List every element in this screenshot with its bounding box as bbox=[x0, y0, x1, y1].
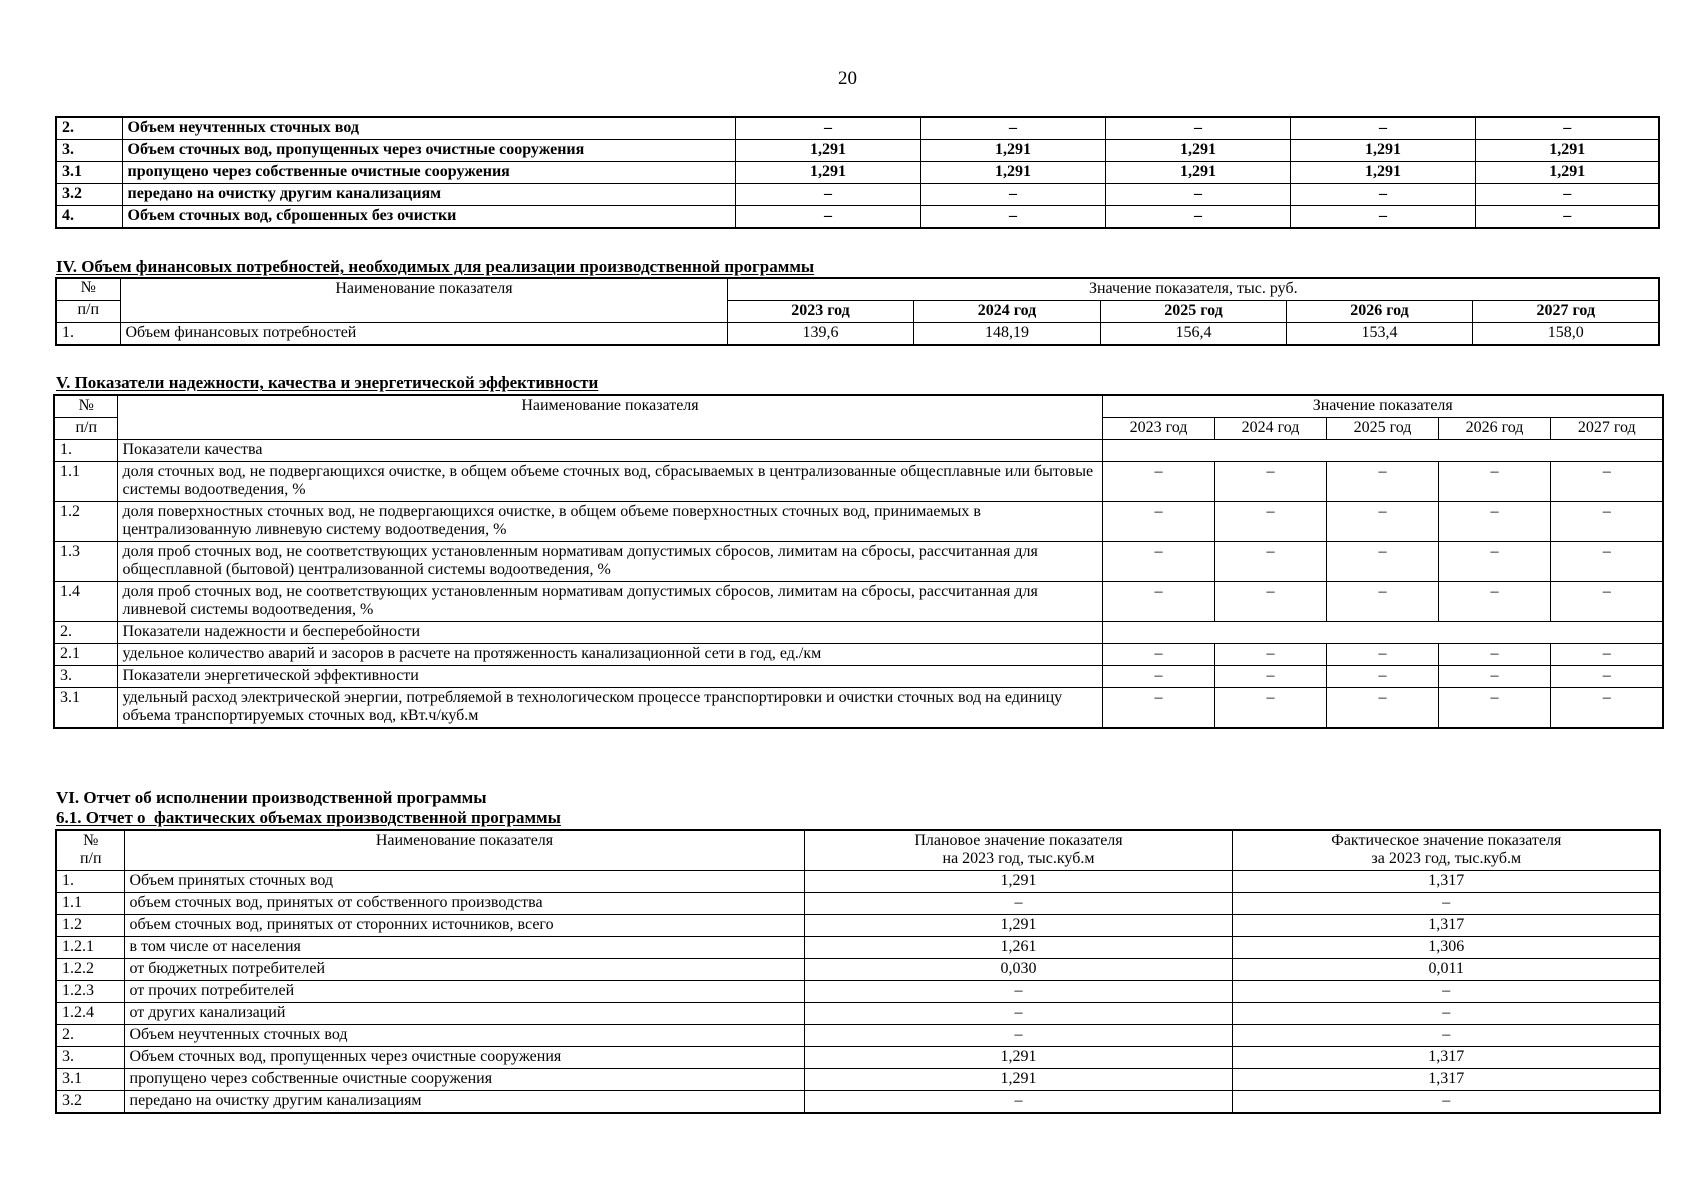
table-row bbox=[56, 981, 1660, 1003]
table-row bbox=[56, 1069, 1660, 1091]
row-value: – bbox=[1214, 688, 1326, 729]
row-name: объем сточных вод, принятых от сторонних источников, всего bbox=[124, 915, 804, 937]
row-value: – bbox=[920, 206, 1105, 229]
row-number: 1.2 bbox=[56, 915, 124, 937]
s6-col-no-line2: п/п bbox=[79, 850, 102, 867]
table-row bbox=[54, 622, 1663, 644]
row-number: 1.2 bbox=[54, 502, 117, 542]
row-number: 1.2.2 bbox=[56, 959, 124, 981]
row-value: 1,291 bbox=[1475, 140, 1659, 162]
row-number: 3.1 bbox=[56, 162, 122, 184]
row-value: – bbox=[1105, 206, 1290, 229]
row-plan-value: 1,261 bbox=[804, 937, 1232, 959]
row-empty-values bbox=[1102, 440, 1663, 462]
row-value: – bbox=[1438, 542, 1550, 582]
row-fact-value: – bbox=[1232, 1003, 1660, 1025]
row-number: 1.2.1 bbox=[56, 937, 124, 959]
row-value: – bbox=[1438, 502, 1550, 542]
table-row bbox=[56, 1025, 1660, 1047]
table-row bbox=[54, 582, 1663, 622]
row-value: – bbox=[735, 206, 920, 229]
table-row bbox=[56, 915, 1660, 937]
section-6-subtitle: 6.1. Отчет о фактических объемах производственной программы bbox=[56, 808, 561, 827]
year-header: 2027 год bbox=[1472, 301, 1659, 323]
row-name: Показатели качества bbox=[117, 440, 1102, 462]
row-name: доля поверхностных сточных вод, не подвергающихся очистке, в общем объеме поверхностных сточных вод, принимаемых в централизованную ливневую систему водоотведения, % bbox=[117, 502, 1102, 542]
year-header: 2026 год bbox=[1286, 301, 1472, 323]
row-number: 1.4 bbox=[54, 582, 117, 622]
row-name: от прочих потребителей bbox=[124, 981, 804, 1003]
row-plan-value: 1,291 bbox=[804, 1069, 1232, 1091]
year-header: 2024 год bbox=[1214, 418, 1326, 440]
row-plan-value: – bbox=[804, 1003, 1232, 1025]
row-value: – bbox=[1214, 502, 1326, 542]
reliability-table bbox=[53, 394, 1664, 729]
table-row bbox=[56, 323, 1659, 346]
year-header: 2023 год bbox=[1102, 418, 1214, 440]
row-name: от бюджетных потребителей bbox=[124, 959, 804, 981]
row-number: 2. bbox=[56, 117, 122, 140]
row-number: 1.1 bbox=[56, 893, 124, 915]
s6-col-no-header bbox=[56, 830, 124, 871]
row-name: Объем финансовых потребностей bbox=[120, 323, 727, 346]
row-number: 1. bbox=[56, 871, 124, 893]
row-value: – bbox=[1550, 666, 1663, 688]
row-plan-value: 0,030 bbox=[804, 959, 1232, 981]
financial-table-body bbox=[56, 323, 1659, 346]
row-name: Показатели надежности и бесперебойности bbox=[117, 622, 1102, 644]
row-name: Объем сточных вод, пропущенных через очистные сооружения bbox=[124, 1047, 804, 1069]
table-row bbox=[54, 502, 1663, 542]
row-value: 139,6 bbox=[727, 323, 913, 346]
table-row bbox=[56, 1003, 1660, 1025]
row-value: – bbox=[1290, 184, 1475, 206]
row-value: 1,291 bbox=[735, 162, 920, 184]
table-row bbox=[54, 462, 1663, 502]
row-value: – bbox=[1102, 542, 1214, 582]
row-value: – bbox=[1550, 688, 1663, 729]
row-number: 3.2 bbox=[56, 1091, 124, 1114]
row-plan-value: – bbox=[804, 1025, 1232, 1047]
row-name: доля проб сточных вод, не соответствующих установленным нормативам допустимых сбросов, лимитам на сбросы, рассчитанная для ливневой системы водоотведения, % bbox=[117, 582, 1102, 622]
row-number: 3. bbox=[56, 140, 122, 162]
row-number: 3.1 bbox=[56, 1069, 124, 1091]
row-name: удельный расход электрической энергии, потребляемой в технологическом процессе транспортировки и очистки сточных вод на единицу объема транспортируемых сточных вод, кВт.ч/куб.м bbox=[117, 688, 1102, 729]
row-value: – bbox=[1475, 206, 1659, 229]
row-value: – bbox=[1102, 502, 1214, 542]
table-row bbox=[56, 184, 1659, 206]
row-value: 1,291 bbox=[1290, 140, 1475, 162]
col-name-header: Наименование показателя bbox=[120, 278, 727, 323]
year-header: 2023 год bbox=[727, 301, 913, 323]
row-value: – bbox=[1438, 582, 1550, 622]
row-number: 3.2 bbox=[56, 184, 122, 206]
s5-col-name-header: Наименование показателя bbox=[117, 395, 1102, 440]
row-fact-value: 1,317 bbox=[1232, 1069, 1660, 1091]
table-row bbox=[56, 959, 1660, 981]
row-name: Объем неучтенных сточных вод bbox=[122, 117, 735, 140]
row-value: – bbox=[1550, 542, 1663, 582]
row-fact-value: 1,317 bbox=[1232, 871, 1660, 893]
row-fact-value: 0,011 bbox=[1232, 959, 1660, 981]
table-row bbox=[56, 162, 1659, 184]
table-row bbox=[56, 117, 1659, 140]
financial-needs-table bbox=[55, 277, 1660, 346]
row-fact-value: – bbox=[1232, 981, 1660, 1003]
s6-col-fact-line2: за 2023 год, тыс.куб.м bbox=[1371, 850, 1522, 867]
section-6-title: VI. Отчет об исполнении производственной программы bbox=[56, 788, 487, 807]
s6-col-no-line1: № bbox=[83, 832, 99, 849]
row-value: – bbox=[1214, 666, 1326, 688]
table-row bbox=[54, 542, 1663, 582]
row-number: 1. bbox=[56, 323, 120, 346]
row-value: – bbox=[1214, 542, 1326, 582]
row-value: 153,4 bbox=[1286, 323, 1472, 346]
row-value: – bbox=[920, 117, 1105, 140]
row-value: 1,291 bbox=[920, 140, 1105, 162]
s6-col-plan-line1: Плановое значение показателя bbox=[914, 832, 1123, 849]
row-name: удельное количество аварий и засоров в расчете на протяженность канализационной сети в год, ед./км bbox=[117, 644, 1102, 666]
table-row bbox=[54, 666, 1663, 688]
row-fact-value: – bbox=[1232, 1025, 1660, 1047]
row-value: – bbox=[1102, 666, 1214, 688]
row-value: – bbox=[920, 184, 1105, 206]
year-header: 2027 год bbox=[1550, 418, 1663, 440]
row-fact-value: 1,306 bbox=[1232, 937, 1660, 959]
row-value: – bbox=[1438, 666, 1550, 688]
actual-table-body bbox=[56, 871, 1660, 1114]
row-value: – bbox=[1290, 117, 1475, 140]
row-empty-values bbox=[1102, 622, 1663, 644]
row-value: 1,291 bbox=[920, 162, 1105, 184]
row-value: – bbox=[1105, 184, 1290, 206]
col-no-header bbox=[56, 278, 120, 301]
row-value: – bbox=[1475, 117, 1659, 140]
section-5-title: V. Показатели надежности, качества и энергетической эффективности bbox=[56, 373, 599, 392]
row-name: Показатели энергетической эффективности bbox=[117, 666, 1102, 688]
row-value: 156,4 bbox=[1100, 323, 1286, 346]
table-row bbox=[56, 937, 1660, 959]
s6-col-fact-header bbox=[1232, 830, 1660, 871]
row-number: 1. bbox=[54, 440, 117, 462]
row-number: 1.2.4 bbox=[56, 1003, 124, 1025]
s6-col-fact-line1: Фактическое значение показателя bbox=[1331, 832, 1562, 849]
row-name: Объем принятых сточных вод bbox=[124, 871, 804, 893]
row-fact-value: – bbox=[1232, 1091, 1660, 1114]
col-no-line1: № bbox=[80, 279, 96, 296]
reliability-table-body bbox=[54, 440, 1663, 729]
year-header: 2024 год bbox=[913, 301, 1100, 323]
row-value: – bbox=[1102, 688, 1214, 729]
s5-col-no-header-2: п/п bbox=[54, 418, 117, 440]
row-name: пропущено через собственные очистные сооружения bbox=[122, 162, 735, 184]
s5-col-value-header: Значение показателя bbox=[1102, 395, 1663, 418]
row-name: доля сточных вод, не подвергающихся очистке, в общем объеме сточных вод, сбрасываемых в централизованные общесплавные или бытовые системы водоотведения, % bbox=[117, 462, 1102, 502]
row-value: – bbox=[735, 117, 920, 140]
row-value: – bbox=[1102, 644, 1214, 666]
year-header: 2026 год bbox=[1438, 418, 1550, 440]
year-header: 2025 год bbox=[1326, 418, 1438, 440]
row-name: Объем сточных вод, пропущенных через очистные сооружения bbox=[122, 140, 735, 162]
row-name: Объем неучтенных сточных вод bbox=[124, 1025, 804, 1047]
page-number: 20 bbox=[838, 68, 857, 89]
row-value: 1,291 bbox=[1475, 162, 1659, 184]
row-value: – bbox=[1550, 462, 1663, 502]
row-number: 3. bbox=[56, 1047, 124, 1069]
row-name: передано на очистку другим канализациям bbox=[124, 1091, 804, 1114]
row-value: – bbox=[1326, 462, 1438, 502]
row-number: 3. bbox=[54, 666, 117, 688]
row-value: – bbox=[1326, 688, 1438, 729]
row-value: – bbox=[1326, 644, 1438, 666]
row-value: 158,0 bbox=[1472, 323, 1659, 346]
row-value: – bbox=[1326, 502, 1438, 542]
section-4-title: IV. Объем финансовых потребностей, необходимых для реализации производственной программы bbox=[56, 257, 815, 276]
row-fact-value: – bbox=[1232, 893, 1660, 915]
row-name: передано на очистку другим канализациям bbox=[122, 184, 735, 206]
s6-col-plan-line2: на 2023 год, тыс.куб.м bbox=[942, 850, 1095, 867]
row-plan-value: 1,291 bbox=[804, 915, 1232, 937]
row-value: 1,291 bbox=[1105, 162, 1290, 184]
col-value-header: Значение показателя, тыс. руб. bbox=[727, 278, 1659, 301]
row-value: 1,291 bbox=[1290, 162, 1475, 184]
row-value: – bbox=[1290, 206, 1475, 229]
row-value: – bbox=[1550, 582, 1663, 622]
top-table-body bbox=[56, 117, 1659, 228]
row-plan-value: 1,291 bbox=[804, 1047, 1232, 1069]
table-row bbox=[54, 440, 1663, 462]
row-value: – bbox=[1550, 502, 1663, 542]
row-number: 3.1 bbox=[54, 688, 117, 729]
table-row bbox=[56, 871, 1660, 893]
row-value: – bbox=[1326, 542, 1438, 582]
s5-col-no-header: № bbox=[54, 395, 117, 418]
actual-volumes-table bbox=[55, 829, 1661, 1114]
table-row bbox=[56, 206, 1659, 229]
row-number: 1.3 bbox=[54, 542, 117, 582]
row-value: – bbox=[1214, 462, 1326, 502]
row-name: в том числе от населения bbox=[124, 937, 804, 959]
table-row bbox=[54, 644, 1663, 666]
row-plan-value: – bbox=[804, 893, 1232, 915]
row-number: 2. bbox=[54, 622, 117, 644]
row-value: – bbox=[1475, 184, 1659, 206]
row-value: – bbox=[1214, 582, 1326, 622]
table-row bbox=[56, 1091, 1660, 1114]
row-value: – bbox=[1102, 582, 1214, 622]
row-value: – bbox=[1326, 666, 1438, 688]
row-number: 4. bbox=[56, 206, 122, 229]
row-name: пропущено через собственные очистные сооружения bbox=[124, 1069, 804, 1091]
row-fact-value: 1,317 bbox=[1232, 1047, 1660, 1069]
row-plan-value: – bbox=[804, 981, 1232, 1003]
row-value: – bbox=[1326, 582, 1438, 622]
row-value: – bbox=[1438, 688, 1550, 729]
row-name: доля проб сточных вод, не соответствующих установленным нормативам допустимых сбросов, лимитам на сбросы, рассчитанная для общесплавной (бытовой) централизованной системы водоотведения, % bbox=[117, 542, 1102, 582]
row-number: 2.1 bbox=[54, 644, 117, 666]
row-plan-value: 1,291 bbox=[804, 871, 1232, 893]
row-number: 1.1 bbox=[54, 462, 117, 502]
row-name: от других канализаций bbox=[124, 1003, 804, 1025]
row-value: – bbox=[1105, 117, 1290, 140]
row-value: 148,19 bbox=[913, 323, 1100, 346]
row-value: – bbox=[1438, 644, 1550, 666]
row-value: – bbox=[1102, 462, 1214, 502]
row-value: 1,291 bbox=[735, 140, 920, 162]
s6-col-name-header: Наименование показателя bbox=[124, 830, 804, 871]
row-value: – bbox=[1438, 462, 1550, 502]
table-row bbox=[54, 688, 1663, 729]
row-value: 1,291 bbox=[1105, 140, 1290, 162]
col-no-header-2: п/п bbox=[56, 301, 120, 323]
row-value: – bbox=[735, 184, 920, 206]
table-row bbox=[56, 893, 1660, 915]
row-value: – bbox=[1550, 644, 1663, 666]
row-value: – bbox=[1214, 644, 1326, 666]
row-name: объем сточных вод, принятых от собственного производства bbox=[124, 893, 804, 915]
table-row bbox=[56, 140, 1659, 162]
row-number: 1.2.3 bbox=[56, 981, 124, 1003]
year-header: 2025 год bbox=[1100, 301, 1286, 323]
row-fact-value: 1,317 bbox=[1232, 915, 1660, 937]
row-number: 2. bbox=[56, 1025, 124, 1047]
top-volumes-table bbox=[55, 116, 1660, 229]
row-name: Объем сточных вод, сброшенных без очистки bbox=[122, 206, 735, 229]
s6-col-plan-header bbox=[804, 830, 1232, 871]
table-row bbox=[56, 1047, 1660, 1069]
row-plan-value: – bbox=[804, 1091, 1232, 1114]
